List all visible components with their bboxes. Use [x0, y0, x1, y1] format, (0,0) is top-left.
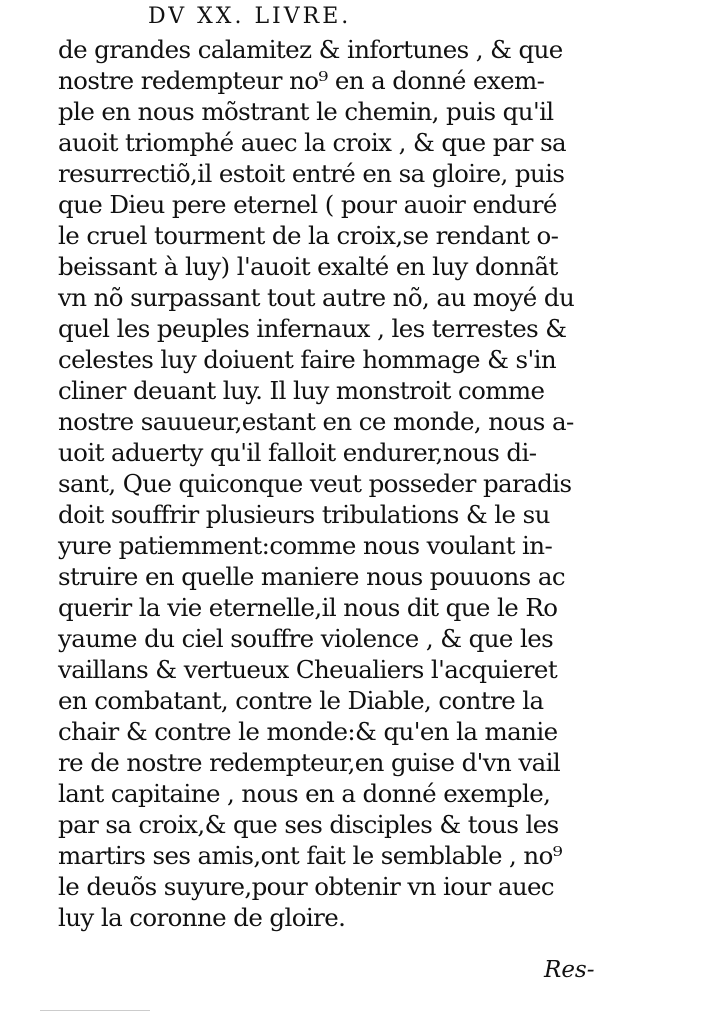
text-line: yaume du ciel souffre violence , & que les: [58, 624, 554, 653]
text-line: uoit aduerty qu'il falloit endurer,nous di-: [58, 438, 537, 467]
text-line: martirs ses amis,ont fait le semblable , no⁹: [58, 841, 562, 870]
text-line: le deuõs suyure,pour obtenir vn iour auec: [58, 872, 555, 901]
text-line: de grandes calamitez & infortunes , & que: [58, 35, 563, 64]
text-line: celestes luy doiuent faire hommage & s'in: [58, 345, 557, 374]
text-line: en combatant, contre le Diable, contre la: [58, 686, 544, 715]
text-line: vn nõ surpassant tout autre nõ, au moyé du: [58, 283, 575, 312]
text-line: querir la vie eternelle,il nous dit que le Ro: [58, 593, 558, 622]
text-line: auoit triomphé auec la croix , & que par sa: [58, 128, 567, 157]
catchword: Res-: [544, 957, 595, 983]
text-line: doit souffrir plusieurs tribulations & le su: [58, 500, 550, 529]
page-edge-divider: [40, 1010, 150, 1011]
running-head: DV XX. LIVRE.: [148, 4, 352, 29]
text-line: yure patiemment:comme nous voulant in-: [58, 531, 553, 560]
text-line: vaillans & vertueux Cheualiers l'acquieret: [58, 655, 558, 684]
text-line: chair & contre le monde:& qu'en la manie: [58, 717, 558, 746]
text-line: luy la coronne de gloire.: [58, 903, 346, 932]
text-line: struire en quelle maniere nous pouuons ac: [58, 562, 565, 591]
text-line: que Dieu pere eternel ( pour auoir enduré: [58, 190, 557, 219]
text-line: le cruel tourment de la croix,se rendant o-: [58, 221, 559, 250]
text-line: re de nostre redempteur,en guise d'vn vail: [58, 748, 561, 777]
text-line: sant, Que quiconque veut posseder paradis: [58, 469, 572, 498]
text-line: ple en nous mõstrant le chemin, puis qu'il: [58, 97, 554, 126]
text-line: lant capitaine , nous en a donné exemple,: [58, 779, 551, 808]
text-line: resurrectiõ,il estoit entré en sa gloire, puis: [58, 159, 565, 188]
text-line: nostre sauueur,estant en ce monde, nous a-: [58, 407, 574, 436]
text-line: beissant à luy) l'auoit exalté en luy donnãt: [58, 252, 558, 281]
text-line: quel les peuples infernaux , les terrestes &: [58, 314, 567, 343]
text-line: cliner deuant luy. Il luy monstroit comme: [58, 376, 545, 405]
text-block: [58, 34, 618, 933]
text-line: nostre redempteur no⁹ en a donné exem-: [58, 66, 545, 95]
text-line: par sa croix,& que ses disciples & tous les: [58, 810, 559, 839]
